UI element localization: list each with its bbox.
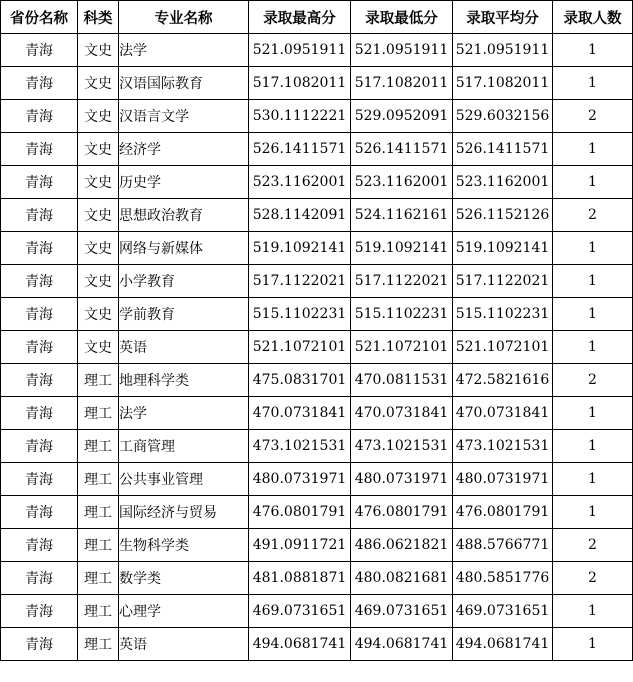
cell-min-score: 480.0731971 — [351, 463, 453, 496]
cell-category: 理工 — [78, 463, 119, 496]
cell-province: 青海 — [1, 397, 78, 430]
cell-count: 1 — [553, 430, 633, 463]
table-row — [1, 397, 633, 430]
cell-min-score: 469.0731651 — [351, 595, 453, 628]
cell-major: 地理科学类 — [119, 364, 249, 397]
table-row — [1, 67, 633, 100]
cell-category: 理工 — [78, 364, 119, 397]
cell-max-score: 476.0801791 — [249, 496, 351, 529]
cell-count: 1 — [553, 463, 633, 496]
cell-avg-score: 517.1122021 — [453, 265, 553, 298]
cell-count: 1 — [553, 133, 633, 166]
cell-count: 2 — [553, 199, 633, 232]
cell-avg-score: 480.0731971 — [453, 463, 553, 496]
cell-max-score: 470.0731841 — [249, 397, 351, 430]
cell-count: 2 — [553, 529, 633, 562]
cell-avg-score: 521.0951911 — [453, 34, 553, 67]
cell-min-score: 523.1162001 — [351, 166, 453, 199]
header-count: 录取人数 — [553, 1, 633, 34]
cell-province: 青海 — [1, 166, 78, 199]
cell-province: 青海 — [1, 34, 78, 67]
cell-category: 文史 — [78, 298, 119, 331]
table-row — [1, 496, 633, 529]
cell-min-score: 486.0621821 — [351, 529, 453, 562]
table-row — [1, 463, 633, 496]
cell-province: 青海 — [1, 298, 78, 331]
cell-avg-score: 519.1092141 — [453, 232, 553, 265]
cell-count: 1 — [553, 232, 633, 265]
cell-avg-score: 521.1072101 — [453, 331, 553, 364]
cell-avg-score: 470.0731841 — [453, 397, 553, 430]
cell-major: 英语 — [119, 331, 249, 364]
cell-category: 理工 — [78, 562, 119, 595]
cell-category: 文史 — [78, 67, 119, 100]
table-row — [1, 265, 633, 298]
cell-min-score: 521.1072101 — [351, 331, 453, 364]
cell-major: 经济学 — [119, 133, 249, 166]
cell-count: 1 — [553, 397, 633, 430]
cell-major: 汉语国际教育 — [119, 67, 249, 100]
header-max-score: 录取最高分 — [249, 1, 351, 34]
cell-major: 历史学 — [119, 166, 249, 199]
cell-province: 青海 — [1, 364, 78, 397]
cell-province: 青海 — [1, 67, 78, 100]
table-row — [1, 100, 633, 133]
cell-max-score: 526.1411571 — [249, 133, 351, 166]
cell-min-score: 480.0821681 — [351, 562, 453, 595]
cell-major: 生物科学类 — [119, 529, 249, 562]
cell-avg-score: 472.5821616 — [453, 364, 553, 397]
cell-max-score: 517.1082011 — [249, 67, 351, 100]
cell-major: 网络与新媒体 — [119, 232, 249, 265]
cell-min-score: 519.1092141 — [351, 232, 453, 265]
cell-count: 1 — [553, 166, 633, 199]
header-min-score: 录取最低分 — [351, 1, 453, 34]
cell-max-score: 519.1092141 — [249, 232, 351, 265]
cell-avg-score: 476.0801791 — [453, 496, 553, 529]
cell-province: 青海 — [1, 562, 78, 595]
cell-category: 文史 — [78, 34, 119, 67]
cell-major: 法学 — [119, 397, 249, 430]
cell-max-score: 481.0881871 — [249, 562, 351, 595]
cell-major: 心理学 — [119, 595, 249, 628]
table-row — [1, 298, 633, 331]
cell-min-score: 470.0811531 — [351, 364, 453, 397]
cell-min-score: 529.0952091 — [351, 100, 453, 133]
cell-count: 1 — [553, 67, 633, 100]
cell-province: 青海 — [1, 496, 78, 529]
cell-count: 1 — [553, 628, 633, 661]
header-province: 省份名称 — [1, 1, 78, 34]
cell-major: 思想政治教育 — [119, 199, 249, 232]
cell-min-score: 470.0731841 — [351, 397, 453, 430]
cell-max-score: 530.1112221 — [249, 100, 351, 133]
table-row — [1, 628, 633, 661]
table-row — [1, 232, 633, 265]
cell-max-score: 494.0681741 — [249, 628, 351, 661]
cell-max-score: 521.1072101 — [249, 331, 351, 364]
cell-max-score: 523.1162001 — [249, 166, 351, 199]
cell-min-score: 494.0681741 — [351, 628, 453, 661]
cell-major: 数学类 — [119, 562, 249, 595]
cell-avg-score: 494.0681741 — [453, 628, 553, 661]
cell-max-score: 521.0951911 — [249, 34, 351, 67]
table-row — [1, 562, 633, 595]
cell-count: 2 — [553, 562, 633, 595]
cell-max-score: 469.0731651 — [249, 595, 351, 628]
cell-avg-score: 469.0731651 — [453, 595, 553, 628]
table-row — [1, 133, 633, 166]
cell-max-score: 473.1021531 — [249, 430, 351, 463]
table-row — [1, 34, 633, 67]
header-row — [1, 1, 633, 34]
cell-max-score: 517.1122021 — [249, 265, 351, 298]
cell-province: 青海 — [1, 133, 78, 166]
cell-category: 理工 — [78, 430, 119, 463]
cell-avg-score: 529.6032156 — [453, 100, 553, 133]
cell-category: 理工 — [78, 529, 119, 562]
cell-province: 青海 — [1, 265, 78, 298]
table-row — [1, 430, 633, 463]
cell-max-score: 491.0911721 — [249, 529, 351, 562]
cell-category: 理工 — [78, 496, 119, 529]
cell-province: 青海 — [1, 331, 78, 364]
cell-count: 1 — [553, 34, 633, 67]
cell-category: 理工 — [78, 628, 119, 661]
cell-count: 1 — [553, 298, 633, 331]
cell-major: 学前教育 — [119, 298, 249, 331]
cell-min-score: 517.1082011 — [351, 67, 453, 100]
cell-category: 文史 — [78, 199, 119, 232]
cell-max-score: 515.1102231 — [249, 298, 351, 331]
cell-count: 1 — [553, 331, 633, 364]
cell-province: 青海 — [1, 100, 78, 133]
cell-category: 理工 — [78, 397, 119, 430]
table-body — [1, 34, 633, 661]
cell-province: 青海 — [1, 199, 78, 232]
cell-avg-score: 515.1102231 — [453, 298, 553, 331]
cell-category: 文史 — [78, 133, 119, 166]
cell-min-score: 476.0801791 — [351, 496, 453, 529]
cell-province: 青海 — [1, 529, 78, 562]
cell-avg-score: 480.5851776 — [453, 562, 553, 595]
table-row — [1, 595, 633, 628]
table-row — [1, 364, 633, 397]
table-row — [1, 529, 633, 562]
cell-min-score: 515.1102231 — [351, 298, 453, 331]
cell-major: 汉语言文学 — [119, 100, 249, 133]
header-major: 专业名称 — [119, 1, 249, 34]
cell-min-score: 524.1162161 — [351, 199, 453, 232]
table-row — [1, 199, 633, 232]
cell-province: 青海 — [1, 463, 78, 496]
cell-major: 小学教育 — [119, 265, 249, 298]
cell-major: 法学 — [119, 34, 249, 67]
cell-count: 1 — [553, 265, 633, 298]
cell-category: 文史 — [78, 265, 119, 298]
cell-province: 青海 — [1, 232, 78, 265]
cell-category: 理工 — [78, 595, 119, 628]
cell-province: 青海 — [1, 595, 78, 628]
table-row — [1, 166, 633, 199]
cell-min-score: 526.1411571 — [351, 133, 453, 166]
cell-avg-score: 488.5766771 — [453, 529, 553, 562]
cell-category: 文史 — [78, 100, 119, 133]
table-row — [1, 331, 633, 364]
cell-major: 工商管理 — [119, 430, 249, 463]
cell-count: 1 — [553, 595, 633, 628]
cell-avg-score: 517.1082011 — [453, 67, 553, 100]
cell-major: 英语 — [119, 628, 249, 661]
cell-avg-score: 526.1411571 — [453, 133, 553, 166]
cell-category: 文史 — [78, 166, 119, 199]
cell-major: 公共事业管理 — [119, 463, 249, 496]
cell-min-score: 521.0951911 — [351, 34, 453, 67]
header-category: 科类 — [78, 1, 119, 34]
cell-count: 1 — [553, 496, 633, 529]
cell-avg-score: 473.1021531 — [453, 430, 553, 463]
cell-avg-score: 526.1152126 — [453, 199, 553, 232]
cell-min-score: 473.1021531 — [351, 430, 453, 463]
cell-max-score: 480.0731971 — [249, 463, 351, 496]
cell-min-score: 517.1122021 — [351, 265, 453, 298]
cell-category: 文史 — [78, 331, 119, 364]
cell-province: 青海 — [1, 628, 78, 661]
cell-count: 2 — [553, 100, 633, 133]
cell-category: 文史 — [78, 232, 119, 265]
cell-max-score: 528.1142091 — [249, 199, 351, 232]
cell-count: 2 — [553, 364, 633, 397]
cell-max-score: 475.0831701 — [249, 364, 351, 397]
cell-province: 青海 — [1, 430, 78, 463]
header-avg-score: 录取平均分 — [453, 1, 553, 34]
cell-avg-score: 523.1162001 — [453, 166, 553, 199]
cell-major: 国际经济与贸易 — [119, 496, 249, 529]
